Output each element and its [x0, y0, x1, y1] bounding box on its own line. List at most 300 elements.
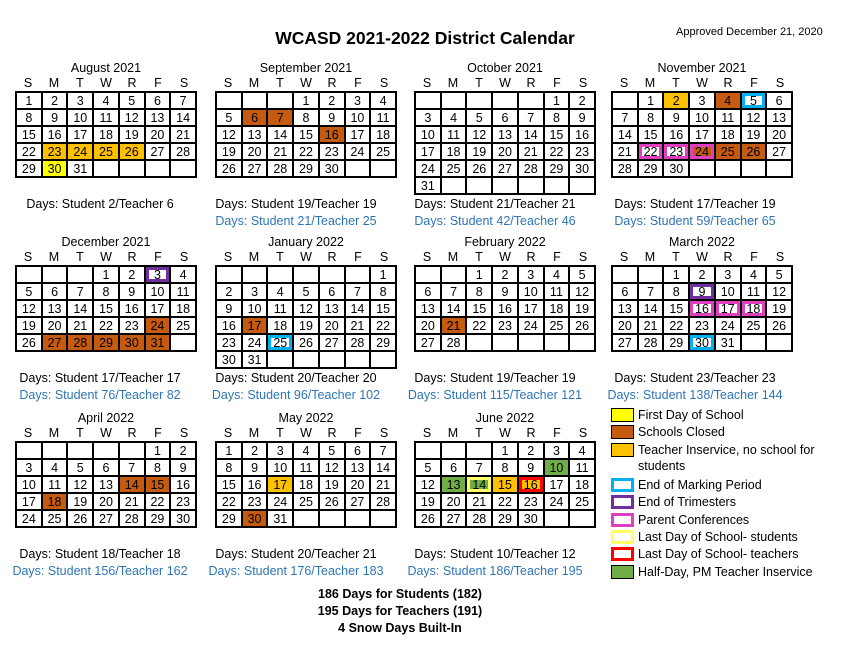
- weekday-label: R: [526, 250, 536, 264]
- legend-swatch: [611, 513, 634, 527]
- empty-cell: [268, 352, 294, 369]
- day-cell: 31: [716, 335, 742, 352]
- day-cell: 4: [371, 93, 397, 110]
- month-grid: [15, 441, 197, 528]
- weekday-label: S: [23, 250, 33, 264]
- empty-cell: [346, 352, 372, 369]
- day-cell: 28: [639, 335, 665, 352]
- monthly-days-summary: Days: Student 23/Teacher 23: [614, 371, 776, 385]
- legend-item: [611, 564, 836, 581]
- day-cell: 24: [17, 511, 43, 528]
- day-cell: 21: [442, 318, 468, 335]
- day-cell: 27: [442, 511, 468, 528]
- day-cell: 10: [268, 460, 294, 477]
- day-cell: 29: [664, 335, 690, 352]
- empty-cell: [519, 93, 545, 110]
- weekday-label: S: [23, 76, 33, 90]
- day-cell: 5: [767, 267, 793, 284]
- day-cell: 6: [146, 93, 172, 110]
- month-11: [414, 410, 596, 528]
- day-cell: 15: [17, 127, 43, 144]
- day-cell: 25: [294, 494, 320, 511]
- weekday-label: W: [100, 76, 112, 90]
- weekday-label: T: [475, 250, 483, 264]
- day-cell: 18: [171, 301, 197, 318]
- empty-cell: [442, 443, 468, 460]
- legend-label: First Day of School: [638, 408, 744, 422]
- month-name: September 2021: [259, 61, 353, 75]
- day-cell: 20: [320, 318, 346, 335]
- day-cell: 2: [43, 93, 69, 110]
- day-cell: 22: [294, 144, 320, 161]
- day-cell: 9: [493, 284, 519, 301]
- weekday-label: W: [499, 250, 511, 264]
- day-cell: 22: [493, 494, 519, 511]
- day-cell: 20: [493, 144, 519, 161]
- day-cell: 8: [639, 110, 665, 127]
- empty-cell: [545, 178, 571, 195]
- day-cell: 17: [17, 494, 43, 511]
- empty-cell: [346, 161, 372, 178]
- day-cell: 6: [43, 284, 69, 301]
- day-cell: 12: [742, 110, 768, 127]
- day-cell: 16: [570, 127, 596, 144]
- day-cell: 31: [268, 511, 294, 528]
- day-cell: 17: [268, 477, 294, 494]
- day-cell: 5: [416, 460, 442, 477]
- day-cell: 18: [371, 127, 397, 144]
- day-cell: 11: [570, 460, 596, 477]
- day-cell: 15: [467, 301, 493, 318]
- day-cell: 9: [43, 110, 69, 127]
- day-cell: 5: [570, 267, 596, 284]
- cumulative-days-summary: Days: Student 21/Teacher 25: [215, 214, 377, 228]
- empty-cell: [371, 161, 397, 178]
- day-cell: 30: [690, 335, 716, 352]
- day-cell: 5: [294, 284, 320, 301]
- day-cell: 7: [613, 110, 639, 127]
- day-cell: 1: [467, 267, 493, 284]
- day-cell: 21: [639, 318, 665, 335]
- day-cell: 18: [716, 127, 742, 144]
- day-cell: 2: [320, 93, 346, 110]
- month-grid: [215, 441, 397, 528]
- weekday-label: T: [672, 76, 680, 90]
- day-cell: 8: [664, 284, 690, 301]
- weekday-label: S: [379, 76, 389, 90]
- day-cell: 15: [294, 127, 320, 144]
- day-cell: 25: [742, 318, 768, 335]
- weekday-label: W: [100, 426, 112, 440]
- empty-cell: [146, 161, 172, 178]
- empty-cell: [416, 267, 442, 284]
- day-cell: 24: [716, 318, 742, 335]
- day-cell: 20: [346, 477, 372, 494]
- day-cell: 28: [371, 494, 397, 511]
- day-cell: 19: [217, 144, 243, 161]
- day-cell: 9: [120, 284, 146, 301]
- day-cell: 24: [416, 161, 442, 178]
- day-cell: 22: [639, 144, 665, 161]
- day-cell: 27: [94, 511, 120, 528]
- weekday-label: S: [775, 250, 785, 264]
- day-cell: 28: [442, 335, 468, 352]
- day-cell: 16: [171, 477, 197, 494]
- monthly-days-summary: Days: Student 17/Teacher 19: [614, 197, 776, 211]
- weekday-label: T: [276, 426, 284, 440]
- day-cell: 28: [171, 144, 197, 161]
- day-cell: 2: [493, 267, 519, 284]
- month-grid: [611, 91, 793, 178]
- day-cell: 12: [416, 477, 442, 494]
- day-cell: 10: [519, 284, 545, 301]
- day-cell: 14: [442, 301, 468, 318]
- day-cell: 3: [690, 93, 716, 110]
- day-cell: 4: [570, 443, 596, 460]
- day-cell: 1: [371, 267, 397, 284]
- weekday-label: S: [223, 76, 233, 90]
- month-name: December 2021: [61, 235, 151, 249]
- day-cell: 28: [346, 335, 372, 352]
- day-cell: 15: [146, 477, 172, 494]
- empty-cell: [639, 267, 665, 284]
- empty-cell: [346, 511, 372, 528]
- day-cell: 29: [493, 511, 519, 528]
- day-cell: 1: [294, 93, 320, 110]
- day-cell: 24: [268, 494, 294, 511]
- day-cell: 24: [690, 144, 716, 161]
- legend: [611, 407, 836, 581]
- weekday-label: F: [154, 250, 162, 264]
- day-cell: 13: [43, 301, 69, 318]
- day-cell: 17: [68, 127, 94, 144]
- day-cell: 27: [320, 335, 346, 352]
- day-cell: 10: [146, 284, 172, 301]
- day-cell: 12: [570, 284, 596, 301]
- day-cell: 22: [217, 494, 243, 511]
- empty-cell: [294, 352, 320, 369]
- day-cell: 13: [146, 110, 172, 127]
- day-cell: 4: [545, 267, 571, 284]
- empty-cell: [268, 267, 294, 284]
- day-cell: 5: [68, 460, 94, 477]
- day-cell: 4: [43, 460, 69, 477]
- empty-cell: [43, 443, 69, 460]
- weekday-label: M: [644, 76, 656, 90]
- day-cell: 8: [94, 284, 120, 301]
- weekday-label: S: [379, 426, 389, 440]
- empty-cell: [545, 335, 571, 352]
- empty-cell: [17, 443, 43, 460]
- month-grid: [215, 91, 397, 178]
- day-cell: 14: [467, 477, 493, 494]
- day-cell: 3: [243, 284, 269, 301]
- day-cell: 26: [742, 144, 768, 161]
- day-cell: 9: [243, 460, 269, 477]
- month-name: November 2021: [657, 61, 747, 75]
- empty-cell: [294, 511, 320, 528]
- day-cell: 13: [416, 301, 442, 318]
- empty-cell: [467, 443, 493, 460]
- day-cell: 2: [120, 267, 146, 284]
- day-cell: 27: [243, 161, 269, 178]
- weekday-label: F: [553, 250, 561, 264]
- day-cell: 15: [664, 301, 690, 318]
- weekday-label: F: [354, 426, 362, 440]
- monthly-days-summary: Days: Student 20/Teacher 21: [215, 547, 377, 561]
- day-cell: 24: [146, 318, 172, 335]
- legend-label: Schools Closed: [638, 425, 725, 440]
- day-cell: 2: [664, 93, 690, 110]
- day-cell: 21: [371, 477, 397, 494]
- weekday-label: W: [499, 76, 511, 90]
- empty-cell: [371, 352, 397, 369]
- legend-item: [611, 512, 836, 529]
- empty-cell: [17, 267, 43, 284]
- day-cell: 20: [146, 127, 172, 144]
- cumulative-days-summary: Days: Student 156/Teacher 162: [12, 564, 188, 578]
- day-cell: 26: [767, 318, 793, 335]
- day-cell: 30: [120, 335, 146, 352]
- day-cell: 16: [664, 127, 690, 144]
- day-cell: 7: [639, 284, 665, 301]
- day-cell: 8: [17, 110, 43, 127]
- legend-swatch: [611, 565, 634, 579]
- day-cell: 26: [467, 161, 493, 178]
- weekday-label: M: [48, 76, 60, 90]
- day-cell: 25: [94, 144, 120, 161]
- day-cell: 4: [742, 267, 768, 284]
- monthly-days-summary: Days: Student 18/Teacher 18: [19, 547, 181, 561]
- day-cell: 16: [493, 301, 519, 318]
- day-cell: 4: [716, 93, 742, 110]
- day-cell: 12: [767, 284, 793, 301]
- monthly-days-summary: Days: Student 10/Teacher 12: [414, 547, 576, 561]
- empty-cell: [320, 511, 346, 528]
- weekday-label: S: [619, 76, 629, 90]
- day-cell: 10: [68, 110, 94, 127]
- weekday-label: W: [499, 426, 511, 440]
- weekday-label: R: [327, 426, 337, 440]
- day-cell: 11: [742, 284, 768, 301]
- day-cell: 10: [690, 110, 716, 127]
- month-7: [414, 234, 596, 352]
- day-cell: 19: [570, 301, 596, 318]
- day-cell: 14: [613, 127, 639, 144]
- day-cell: 8: [146, 460, 172, 477]
- day-cell: 6: [493, 110, 519, 127]
- day-cell: 18: [742, 301, 768, 318]
- cumulative-days-summary: Days: Student 186/Teacher 195: [407, 564, 583, 578]
- empty-cell: [442, 93, 468, 110]
- weekday-label: R: [723, 76, 733, 90]
- day-cell: 1: [545, 93, 571, 110]
- day-cell: 18: [268, 318, 294, 335]
- legend-swatch: [611, 530, 634, 544]
- day-cell: 10: [545, 460, 571, 477]
- monthly-days-summary: Days: Student 21/Teacher 21: [414, 197, 576, 211]
- day-cell: 22: [545, 144, 571, 161]
- day-cell: 29: [94, 335, 120, 352]
- day-cell: 19: [416, 494, 442, 511]
- day-cell: 28: [613, 161, 639, 178]
- day-cell: 18: [570, 477, 596, 494]
- empty-cell: [346, 267, 372, 284]
- day-cell: 6: [416, 284, 442, 301]
- day-cell: 18: [545, 301, 571, 318]
- legend-swatch: [611, 443, 634, 457]
- weekday-label: S: [179, 76, 189, 90]
- weekday-label: S: [422, 250, 432, 264]
- day-cell: 1: [146, 443, 172, 460]
- weekday-label: F: [553, 426, 561, 440]
- day-cell: 16: [320, 127, 346, 144]
- day-cell: 20: [767, 127, 793, 144]
- weekday-label: R: [127, 426, 137, 440]
- day-cell: 14: [120, 477, 146, 494]
- empty-cell: [493, 335, 519, 352]
- month-grid: [611, 265, 793, 352]
- day-cell: 27: [346, 494, 372, 511]
- cumulative-days-summary: Days: Student 42/Teacher 46: [414, 214, 576, 228]
- day-cell: 12: [467, 127, 493, 144]
- day-cell: 23: [43, 144, 69, 161]
- empty-cell: [416, 93, 442, 110]
- weekday-label: S: [578, 76, 588, 90]
- weekday-label: M: [447, 250, 459, 264]
- day-cell: 19: [294, 318, 320, 335]
- monthly-days-summary: Days: Student 20/Teacher 20: [215, 371, 377, 385]
- day-cell: 6: [767, 93, 793, 110]
- empty-cell: [742, 161, 768, 178]
- day-cell: 20: [94, 494, 120, 511]
- day-cell: 12: [294, 301, 320, 318]
- day-cell: 5: [320, 443, 346, 460]
- weekday-header: [15, 76, 197, 91]
- day-cell: 2: [171, 443, 197, 460]
- weekday-label: T: [76, 76, 84, 90]
- empty-cell: [94, 161, 120, 178]
- day-cell: 23: [493, 318, 519, 335]
- monthly-days-summary: Days: Student 2/Teacher 6: [26, 197, 174, 211]
- day-cell: 26: [17, 335, 43, 352]
- empty-cell: [243, 93, 269, 110]
- day-cell: 16: [217, 318, 243, 335]
- day-cell: 31: [146, 335, 172, 352]
- approval-date: Approved December 21, 2020: [676, 26, 823, 38]
- empty-cell: [43, 267, 69, 284]
- weekday-label: W: [300, 76, 312, 90]
- day-cell: 5: [217, 110, 243, 127]
- day-cell: 28: [519, 161, 545, 178]
- day-cell: 30: [320, 161, 346, 178]
- day-cell: 20: [442, 494, 468, 511]
- day-cell: 19: [742, 127, 768, 144]
- day-cell: 17: [690, 127, 716, 144]
- legend-label: Last Day of School- students: [638, 529, 798, 544]
- day-cell: 13: [320, 301, 346, 318]
- day-cell: 16: [43, 127, 69, 144]
- legend-item: [611, 529, 836, 546]
- month-name: March 2022: [668, 235, 735, 249]
- month-3: [414, 60, 596, 195]
- day-cell: 13: [94, 477, 120, 494]
- day-cell: 22: [146, 494, 172, 511]
- day-cell: 3: [545, 443, 571, 460]
- day-cell: 10: [416, 127, 442, 144]
- day-cell: 25: [171, 318, 197, 335]
- day-cell: 19: [17, 318, 43, 335]
- cumulative-days-summary: Days: Student 115/Teacher 121: [407, 388, 583, 402]
- day-cell: 2: [690, 267, 716, 284]
- weekday-label: W: [696, 76, 708, 90]
- day-cell: 6: [613, 284, 639, 301]
- empty-cell: [94, 443, 120, 460]
- month-1: [15, 60, 197, 178]
- day-cell: 18: [43, 494, 69, 511]
- empty-cell: [493, 178, 519, 195]
- day-cell: 26: [120, 144, 146, 161]
- day-cell: 5: [120, 93, 146, 110]
- day-cell: 15: [545, 127, 571, 144]
- day-cell: 21: [68, 318, 94, 335]
- weekday-label: S: [619, 250, 629, 264]
- day-cell: 26: [68, 511, 94, 528]
- legend-item: [611, 424, 836, 441]
- weekday-label: S: [179, 250, 189, 264]
- day-cell: 28: [120, 511, 146, 528]
- weekday-label: F: [354, 76, 362, 90]
- day-cell: 12: [120, 110, 146, 127]
- day-cell: 4: [171, 267, 197, 284]
- month-grid: [414, 91, 596, 195]
- day-cell: 4: [294, 443, 320, 460]
- day-cell: 24: [243, 335, 269, 352]
- day-cell: 13: [613, 301, 639, 318]
- weekday-label: S: [223, 250, 233, 264]
- day-cell: 20: [416, 318, 442, 335]
- month-name: February 2022: [464, 235, 546, 249]
- day-cell: 7: [371, 443, 397, 460]
- day-cell: 27: [493, 161, 519, 178]
- month-name: October 2021: [467, 61, 543, 75]
- month-grid: [414, 265, 596, 352]
- day-cell: 3: [519, 267, 545, 284]
- weekday-header: [215, 426, 397, 441]
- empty-cell: [442, 267, 468, 284]
- weekday-label: F: [553, 76, 561, 90]
- weekday-header: [611, 250, 793, 265]
- day-cell: 25: [716, 144, 742, 161]
- cumulative-days-summary: Days: Student 76/Teacher 82: [19, 388, 181, 402]
- day-cell: 6: [320, 284, 346, 301]
- day-cell: 8: [371, 284, 397, 301]
- day-cell: 3: [716, 267, 742, 284]
- weekday-label: T: [475, 426, 483, 440]
- day-cell: 8: [493, 460, 519, 477]
- weekday-header: [414, 76, 596, 91]
- day-cell: 3: [68, 93, 94, 110]
- empty-cell: [171, 335, 197, 352]
- monthly-days-summary: Days: Student 19/Teacher 19: [414, 371, 576, 385]
- weekday-label: M: [48, 426, 60, 440]
- day-cell: 19: [120, 127, 146, 144]
- weekday-label: S: [223, 426, 233, 440]
- empty-cell: [416, 443, 442, 460]
- day-cell: 20: [613, 318, 639, 335]
- weekday-label: W: [300, 426, 312, 440]
- day-cell: 24: [68, 144, 94, 161]
